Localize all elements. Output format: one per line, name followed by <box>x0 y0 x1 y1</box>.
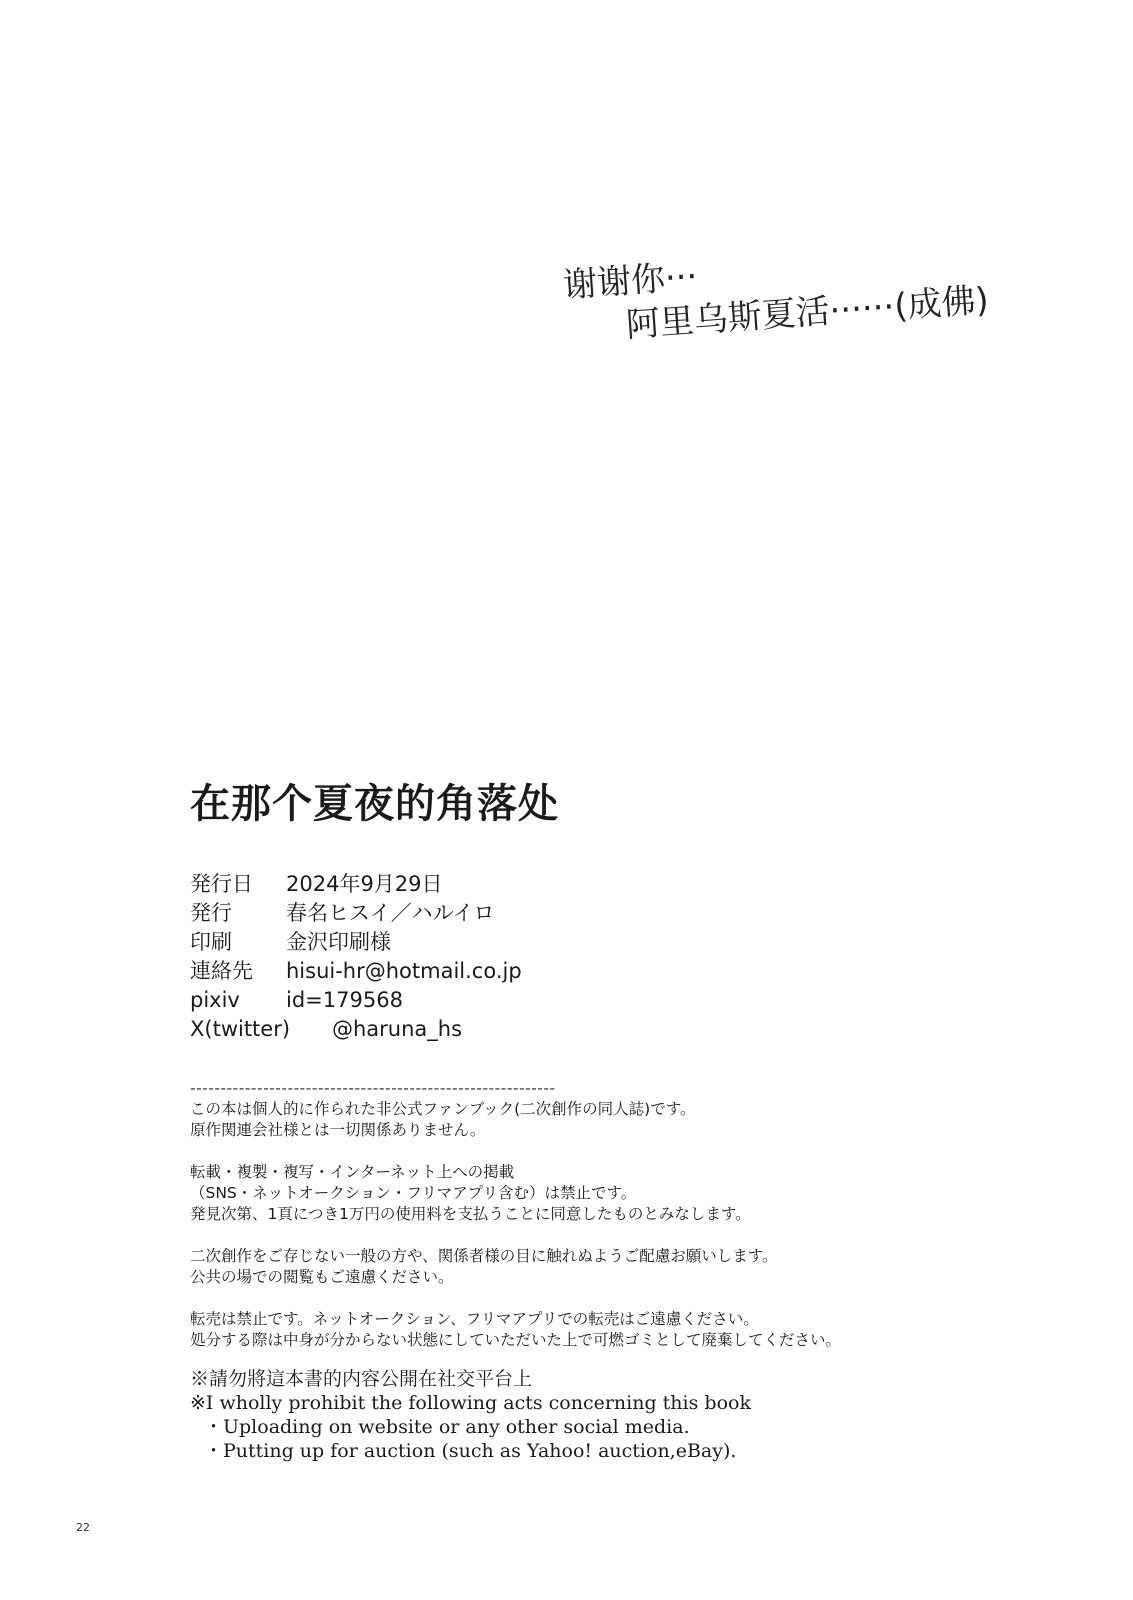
notice-line: 公共の場での閲覧もご遠慮ください。 <box>190 1268 454 1286</box>
colophon-value: 春名ヒスイ／ハルイロ <box>286 901 495 925</box>
paragraph-gap <box>190 1225 841 1246</box>
colophon-value: 2024年9月29日 <box>286 872 443 896</box>
notice-line: 転載・複製・複写・インターネット上への掲載 <box>190 1163 515 1181</box>
notice-line: 原作関連会社様とは一切関係ありません。 <box>190 1121 486 1139</box>
paragraph-gap <box>190 1141 841 1162</box>
colophon-label: 連絡先 <box>190 959 253 983</box>
colophon-row-contact <box>190 957 522 986</box>
paragraph-gap <box>190 1288 841 1309</box>
colophon-row-printer <box>190 928 522 957</box>
english-prohibition-item: ・Putting up for auction (such as Yahoo! auction,eBay). <box>204 1440 737 1462</box>
handwritten-line-1: 谢谢你··· <box>561 256 699 306</box>
notice-line: 発見次第、1頁につき1万円の使用料を支払うことに同意したものとみなします。 <box>190 1205 751 1223</box>
colophon-value: 金沢印刷様 <box>286 930 391 954</box>
notice-line: 転売は禁止です。ネットオークション、フリマアプリでの転売はご遠慮ください。 <box>190 1310 759 1328</box>
handwritten-note <box>560 205 1066 350</box>
colophon-pixiv-id: id=179568 <box>286 988 403 1012</box>
chinese-prohibition-line: ※請勿將這本書的内容公開在社交平台上 <box>190 1368 533 1390</box>
colophon-twitter-handle: @haruna_hs <box>332 1017 463 1041</box>
colophon-row-twitter <box>190 1015 522 1044</box>
notice-line: （SNS・ネットオークション・フリマアプリ含む）は禁止です。 <box>190 1184 637 1202</box>
colophon-row-pixiv <box>190 986 522 1015</box>
notice-line: 処分する際は中身が分からない状態にしていただいた上で可燃ゴミとして廃棄してください。 <box>190 1331 842 1349</box>
english-prohibition-item: ・Uploading on website or any other social media. <box>204 1416 690 1438</box>
notice-divider: ------------------------------------------------------------ <box>190 1079 556 1097</box>
english-prohibition-heading: ※I wholly prohibit the following acts concerning this book <box>190 1392 751 1414</box>
colophon-label: 発行 <box>190 901 232 925</box>
notice-block <box>190 1078 841 1351</box>
book-title: 在那个夏夜的角落处 <box>190 781 559 827</box>
colophon-label: 印刷 <box>190 930 232 954</box>
colophon <box>190 870 522 1044</box>
colophon-row-publish-date <box>190 870 522 899</box>
notice-line: この本は個人的に作られた非公式ファンブック(二次創作の同人誌)です。 <box>190 1100 696 1118</box>
colophon-label: X(twitter) <box>190 1017 291 1041</box>
prohibition-notice <box>190 1367 751 1463</box>
colophon-label: pixiv <box>190 988 240 1012</box>
colophon-row-publisher <box>190 899 522 928</box>
colophon-email: hisui-hr@hotmail.co.jp <box>286 959 522 983</box>
notice-line: 二次創作をご存じない一般の方や、関係者様の目に触れぬようご配慮お願いします。 <box>190 1247 778 1265</box>
colophon-label: 発行日 <box>190 872 253 896</box>
handwritten-line-2: 阿里乌斯夏活······(成佛) <box>624 280 991 346</box>
page-number: 22 <box>76 1521 90 1534</box>
